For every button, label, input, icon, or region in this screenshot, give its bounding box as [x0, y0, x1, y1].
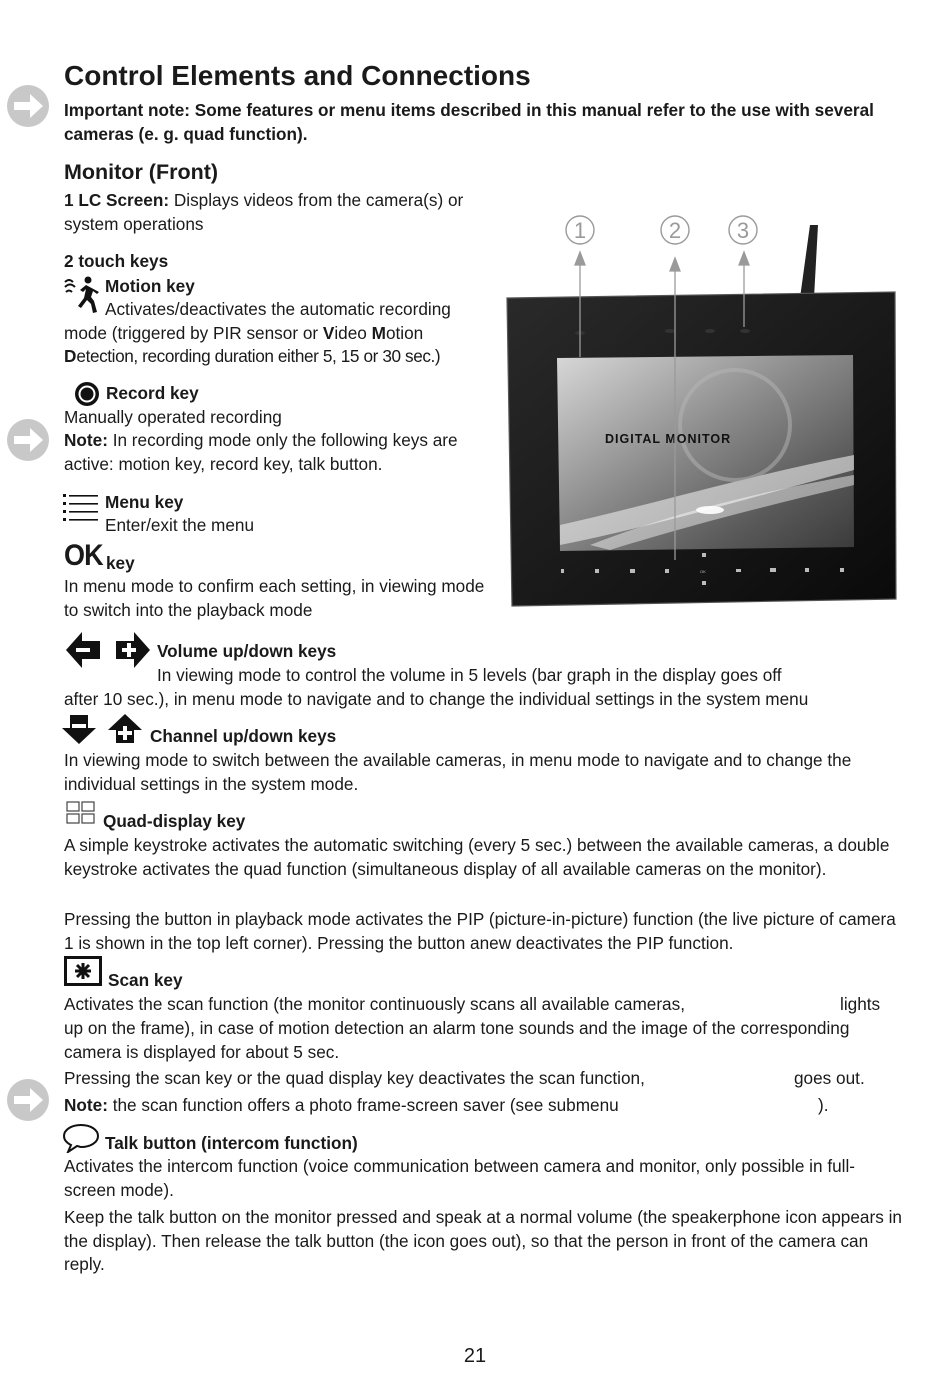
lc-screen-text: Displays videos from the camera(s) or system operations [64, 190, 464, 234]
section-heading: Monitor (Front) [64, 160, 219, 184]
scan-key-note-end: ). [818, 1095, 829, 1115]
antenna [800, 225, 818, 298]
scan-key-title: Scan key [108, 970, 183, 990]
channel-up-icon [106, 713, 144, 745]
side-arrow-icon [6, 84, 50, 128]
scan-key-note: Note: the scan function offers a photo frame-screen saver (see submenu [64, 1095, 619, 1115]
ok-key-title: key [106, 553, 135, 573]
callout-3: 3 [736, 218, 750, 243]
volume-keys-line2: after 10 sec.), in menu mode to navigate and to change the individual settings in the system menu [64, 689, 809, 709]
speech-bubble-icon [62, 1123, 100, 1153]
talk-button-title: Talk button (intercom function) [105, 1133, 358, 1153]
scan-icon [64, 956, 102, 986]
side-arrow-icon [6, 418, 50, 462]
scan-key-goes-out: goes out. [794, 1068, 865, 1088]
menu-key-text: Enter/exit the menu [105, 515, 255, 535]
callout-1: 1 [573, 218, 587, 243]
scan-key-line1: Activates the scan function (the monitor continuously scans all available cameras, [64, 994, 685, 1014]
volume-keys-line1: In viewing mode to control the volume in 5 levels (bar graph in the display goes off [157, 665, 782, 685]
ok-key-text: In menu mode to confirm each setting, in viewing mode to switch into the playback mode [64, 576, 485, 620]
volume-up-icon [112, 629, 152, 671]
lc-screen-label: 1 LC Screen: [64, 190, 170, 210]
menu-key-title: Menu key [105, 492, 184, 512]
monitor-figure [500, 205, 905, 615]
menu-icon [63, 492, 99, 522]
motion-key-text: Activates/deactivates the automatic recording mode (triggered by PIR sensor or Video Motion Detection, recording duration either 5, 15 or 30 sec.) [64, 299, 451, 366]
record-key-note: Note: In recording mode only the following keys are active: motion key, record key, talk button. [64, 430, 458, 474]
scan-key-lights: lights [840, 994, 881, 1014]
record-key-text: Manually operated recording [64, 407, 282, 427]
side-arrow-icon [6, 1078, 50, 1122]
record-key-title: Record key [106, 383, 199, 403]
channel-down-icon [60, 713, 98, 745]
volume-down-icon [64, 629, 104, 671]
important-note: Important note: Some features or menu items described in this manual refer to the use with several cameras (e. g. quad function). [64, 100, 874, 144]
page-number: 21 [463, 1345, 487, 1367]
scan-key-p2: Pressing the scan key or the quad display key deactivates the scan function, [64, 1068, 645, 1088]
lc-screen-description [64, 189, 494, 236]
channel-keys-text: In viewing mode to switch between the available cameras, in menu mode to navigate and to change the individual settings in the system mode. [64, 750, 852, 794]
talk-button-text1: Activates the intercom function (voice communication between camera and monitor, only possible in full-screen mode). [64, 1156, 856, 1200]
record-icon [74, 381, 100, 407]
ok-icon: OK [64, 539, 103, 572]
touch-keys-label: 2 touch keys [64, 251, 169, 271]
quad-key-title: Quad-display key [103, 811, 246, 831]
callout-2: 2 [668, 218, 682, 243]
scan-key-rest: up on the frame), in case of motion detection an alarm tone sounds and the image of the corresponding camera is displayed for about 5 sec. [64, 1018, 850, 1062]
channel-keys-title: Channel up/down keys [150, 726, 337, 746]
page-title: Control Elements and Connections [64, 60, 531, 91]
motion-key-title: Motion key [105, 276, 195, 296]
talk-button-text2: Keep the talk button on the monitor pressed and speak at a normal volume (the speakerphone icon appears in the display). Then release the talk button (the icon goes out), so that the person in front of the camera can reply. [64, 1207, 902, 1274]
screen-brand-text: DIGITAL MONITOR [605, 432, 732, 446]
volume-keys-title: Volume up/down keys [157, 641, 337, 661]
quad-key-text1: A simple keystroke activates the automatic switching (every 5 sec.) between the available cameras, a double keystroke activates the quad function (simultaneous display of all available cameras on the monitor). [64, 835, 890, 879]
frame-ok-label: OK [700, 569, 706, 574]
quad-display-icon [66, 801, 96, 825]
quad-key-text2: Pressing the button in playback mode activates the PIP (picture-in-picture) function (the live picture of camera 1 is shown in the top left corner). Pressing the button anew deactivates the PIP function. [64, 909, 896, 953]
